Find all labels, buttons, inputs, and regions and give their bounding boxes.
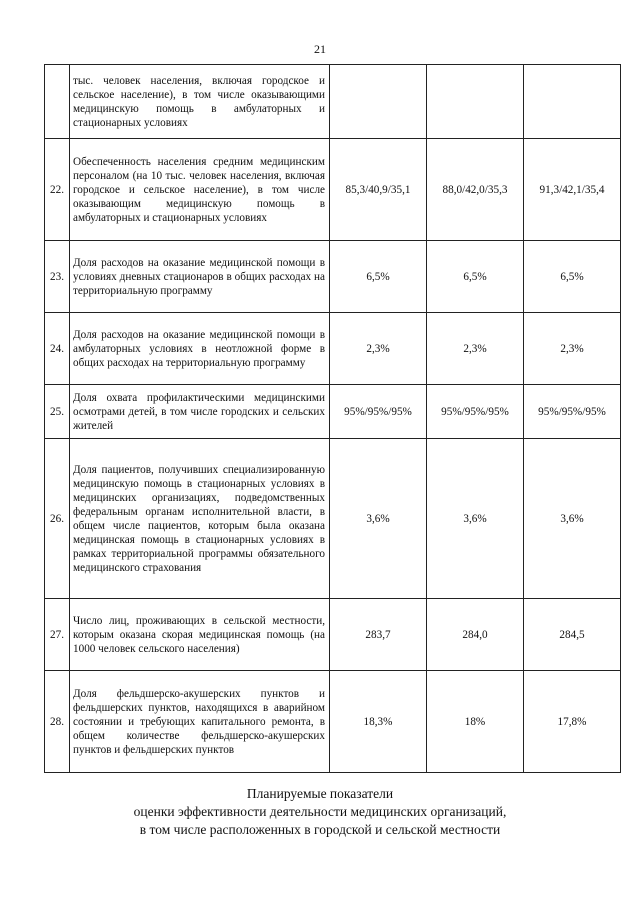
row-value-3: 6,5% [524,241,621,313]
row-value-1: 18,3% [330,671,427,773]
section-heading-line-2: оценки эффективности деятельности медицинских организаций, [133,804,507,819]
row-number: 28. [45,671,70,773]
row-description: Обеспеченность населения средним медицинским персоналом (на 10 тыс. человек населения, включая городское и сельское население), в том числе оказывающим медицинскую помощь в амбулаторных и стационарных условиях [70,139,330,241]
row-value-1: 95%/95%/95% [330,385,427,439]
row-value-1: 85,3/40,9/35,1 [330,139,427,241]
row-value-3: 284,5 [524,599,621,671]
table-row [45,65,621,139]
row-number: 25. [45,385,70,439]
row-description: Доля пациентов, получивших специализированную медицинскую помощь в стационарных условиях в медицинских организациях, подведомственных федеральным органам исполнительной власти, в общем числе пациентов, которым была оказана медицинская помощь в стационарных условиях в рамках территориальной программы обязательного медицинского страхования [70,439,330,599]
row-value-2 [427,65,524,139]
table-row [45,241,621,313]
row-description: Число лиц, проживающих в сельской местности, которым оказана скорая медицинская помощь (на 1000 человек сельского населения) [70,599,330,671]
row-description: Доля расходов на оказание медицинской помощи в амбулаторных условиях в неотложной форме в общих расходах на территориальную программу [70,313,330,385]
row-value-2: 2,3% [427,313,524,385]
section-heading-line-3: в том числе расположенных в городской и сельской местности [139,822,501,837]
page-number: 21 [314,42,326,56]
row-value-3: 3,6% [524,439,621,599]
table-row [45,671,621,773]
table-row [45,313,621,385]
row-value-1: 6,5% [330,241,427,313]
row-description: тыс. человек населения, включая городское и сельское население), в том числе оказывающими медицинскую помощь в амбулаторных и стационарных условиях [70,65,330,139]
indicators-table [44,64,621,773]
row-value-2: 284,0 [427,599,524,671]
table-row [45,139,621,241]
row-value-2: 3,6% [427,439,524,599]
row-number: 27. [45,599,70,671]
row-value-1: 3,6% [330,439,427,599]
row-value-1 [330,65,427,139]
row-value-1: 283,7 [330,599,427,671]
row-description: Доля фельдшерско-акушерских пунктов и фельдшерских пунктов, находящихся в аварийном состоянии и требующих капитального ремонта, в общем количестве фельдшерско-акушерских пунктов и фельдшерских пунктов [70,671,330,773]
section-heading [0,785,640,839]
row-value-3: 17,8% [524,671,621,773]
row-value-3: 2,3% [524,313,621,385]
row-number: 22. [45,139,70,241]
row-value-3: 95%/95%/95% [524,385,621,439]
row-value-1: 2,3% [330,313,427,385]
row-value-3 [524,65,621,139]
row-number: 23. [45,241,70,313]
row-number: 24. [45,313,70,385]
row-value-2: 18% [427,671,524,773]
row-value-2: 95%/95%/95% [427,385,524,439]
table-row [45,439,621,599]
table-row [45,385,621,439]
row-value-3: 91,3/42,1/35,4 [524,139,621,241]
row-number [45,65,70,139]
row-description: Доля расходов на оказание медицинской помощи в условиях дневных стационаров в общих расходах на территориальную программу [70,241,330,313]
row-number: 26. [45,439,70,599]
row-value-2: 88,0/42,0/35,3 [427,139,524,241]
table-row [45,599,621,671]
row-description: Доля охвата профилактическими медицинскими осмотрами детей, в том числе городских и сельских жителей [70,385,330,439]
section-heading-line-1: Планируемые показатели [246,786,394,801]
row-value-2: 6,5% [427,241,524,313]
